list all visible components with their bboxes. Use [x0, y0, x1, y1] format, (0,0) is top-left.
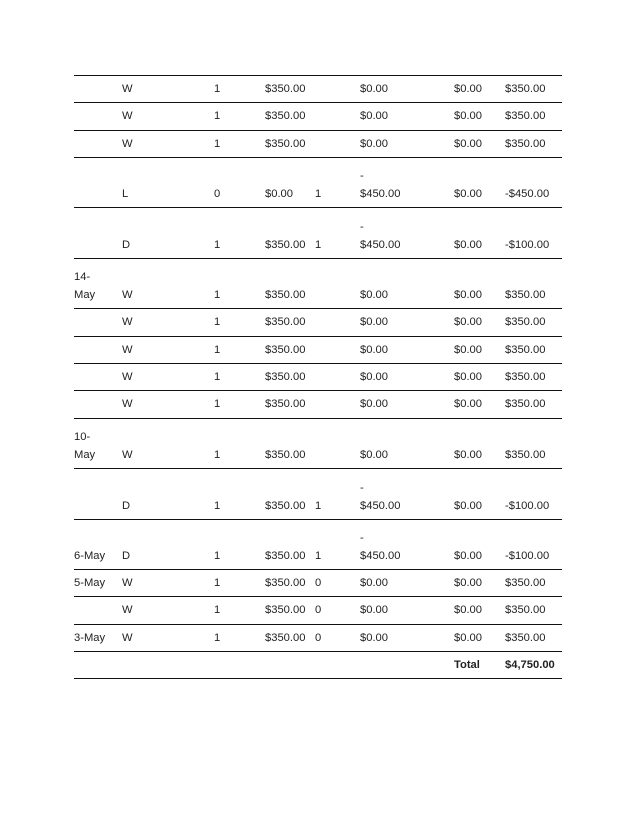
result-cell: W	[122, 336, 214, 363]
total-spacer	[122, 651, 214, 678]
loss-amount-cell: $0.00	[360, 309, 454, 336]
net-cell-value: -$100.00	[505, 550, 550, 563]
result-cell	[122, 519, 214, 570]
cell-spacer	[214, 428, 265, 446]
table-row	[74, 130, 562, 157]
date-cell	[74, 597, 122, 624]
push-cell: $0.00	[454, 391, 505, 418]
net-cell: $350.00	[505, 363, 562, 390]
result-cell: W	[122, 597, 214, 624]
cell-spacer	[505, 268, 562, 286]
net-cell-value: -$450.00	[505, 188, 550, 201]
push-cell: $0.00	[454, 597, 505, 624]
date-cell: 3-May	[74, 624, 122, 651]
date-cell	[74, 418, 122, 469]
table-row	[74, 258, 562, 309]
win-amount-cell	[265, 418, 315, 469]
table-row	[74, 336, 562, 363]
units-cell	[214, 258, 265, 309]
total-spacer	[74, 651, 122, 678]
push-cell: $0.00	[454, 624, 505, 651]
cell-spacer	[265, 167, 315, 185]
win-amount-cell-value: $350.00	[265, 550, 306, 563]
units-cell-value: 1	[214, 238, 221, 251]
flag-cell	[315, 258, 360, 309]
result-cell-value: D	[122, 550, 131, 563]
cell-spacer	[122, 479, 214, 497]
total-spacer	[360, 651, 454, 678]
cell-spacer	[214, 167, 265, 185]
flag-cell	[315, 519, 360, 570]
cell-spacer	[454, 167, 505, 185]
cell-spacer	[505, 167, 562, 185]
flag-cell	[315, 391, 360, 418]
total-label: Total	[454, 651, 505, 678]
loss-amount-cell: $0.00	[360, 391, 454, 418]
cell-spacer	[122, 428, 214, 446]
table-row	[74, 597, 562, 624]
push-cell-value: $0.00	[454, 238, 482, 251]
net-cell	[505, 157, 562, 208]
win-amount-cell: $350.00	[265, 624, 315, 651]
push-cell	[454, 469, 505, 520]
cell-spacer	[454, 268, 505, 286]
flag-cell	[315, 363, 360, 390]
table-row	[74, 76, 562, 103]
flag-cell	[315, 103, 360, 130]
cell-spacer	[74, 185, 122, 203]
net-cell	[505, 469, 562, 520]
result-cell	[122, 258, 214, 309]
net-cell: $350.00	[505, 570, 562, 597]
units-cell: 1	[214, 597, 265, 624]
loss-amount-cell: $0.00	[360, 624, 454, 651]
units-cell	[214, 469, 265, 520]
loss-amount-cell: $0.00	[360, 103, 454, 130]
push-cell: $0.00	[454, 570, 505, 597]
push-cell-value: $0.00	[454, 499, 482, 512]
push-cell: $0.00	[454, 363, 505, 390]
push-cell	[454, 258, 505, 309]
flag-cell	[315, 418, 360, 469]
units-cell-value: 0	[214, 188, 221, 201]
net-cell: $350.00	[505, 130, 562, 157]
units-cell-value: 1	[214, 499, 221, 512]
loss-amount-cell-value: $450.00	[360, 550, 401, 563]
net-cell	[505, 208, 562, 259]
net-cell-value: $350.00	[505, 449, 546, 462]
date-cell: 5-May	[74, 570, 122, 597]
cell-spacer	[214, 268, 265, 286]
flag-cell	[315, 157, 360, 208]
cell-spacer	[122, 529, 214, 547]
units-cell-value: 1	[214, 449, 221, 462]
cell-spacer	[265, 529, 315, 547]
cell-spacer	[315, 167, 360, 185]
loss-amount-cell	[360, 258, 454, 309]
cell-spacer	[505, 218, 562, 236]
result-cell	[122, 418, 214, 469]
date-cell	[74, 157, 122, 208]
total-spacer	[315, 651, 360, 678]
units-cell: 1	[214, 570, 265, 597]
result-cell: W	[122, 624, 214, 651]
flag-cell: 0	[315, 624, 360, 651]
loss-amount-cell	[360, 469, 454, 520]
net-cell: $350.00	[505, 103, 562, 130]
flag-cell	[315, 130, 360, 157]
cell-spacer	[505, 428, 562, 446]
cell-spacer	[214, 479, 265, 497]
flag-cell	[315, 208, 360, 259]
push-cell	[454, 519, 505, 570]
win-amount-cell-value: $350.00	[265, 238, 306, 251]
cell-spacer	[505, 529, 562, 547]
date-cell	[74, 208, 122, 259]
result-cell: W	[122, 363, 214, 390]
units-cell-value: 1	[214, 289, 221, 302]
units-cell-value: 1	[214, 550, 221, 563]
result-cell	[122, 208, 214, 259]
net-cell: $350.00	[505, 336, 562, 363]
loss-amount-cell-value: $450.00	[360, 499, 401, 512]
result-cell-value: L	[122, 188, 129, 201]
cell-spacer	[315, 479, 360, 497]
total-spacer	[214, 651, 265, 678]
push-cell-value: $0.00	[454, 449, 482, 462]
result-cell-value: W	[122, 449, 133, 462]
win-amount-cell: $350.00	[265, 309, 315, 336]
cell-spacer	[265, 428, 315, 446]
cell-spacer	[122, 218, 214, 236]
win-amount-cell: $350.00	[265, 363, 315, 390]
date-cell	[74, 336, 122, 363]
table-row	[74, 469, 562, 520]
push-cell-value: $0.00	[454, 289, 482, 302]
flag-cell-value: 1	[315, 188, 322, 201]
units-cell: 1	[214, 363, 265, 390]
net-cell-value: -$100.00	[505, 499, 550, 512]
loss-sign: -	[360, 532, 364, 545]
cell-spacer	[360, 268, 454, 286]
result-cell-value: D	[122, 499, 131, 512]
win-amount-cell: $350.00	[265, 103, 315, 130]
result-cell: W	[122, 309, 214, 336]
result-cell: W	[122, 76, 214, 103]
loss-amount-cell-value: $0.00	[360, 449, 388, 462]
loss-amount-cell	[360, 157, 454, 208]
win-amount-cell: $350.00	[265, 597, 315, 624]
units-cell: 1	[214, 309, 265, 336]
units-cell: 1	[214, 336, 265, 363]
cell-spacer	[454, 479, 505, 497]
cell-spacer	[122, 268, 214, 286]
result-cell	[122, 469, 214, 520]
units-cell	[214, 157, 265, 208]
net-cell: $350.00	[505, 597, 562, 624]
table-row	[74, 624, 562, 651]
table-row	[74, 103, 562, 130]
table-row	[74, 309, 562, 336]
loss-amount-cell	[360, 519, 454, 570]
date-cell	[74, 519, 122, 570]
push-cell: $0.00	[454, 130, 505, 157]
cell-spacer	[74, 529, 122, 547]
win-amount-cell-value: $350.00	[265, 499, 306, 512]
push-cell-value: $0.00	[454, 550, 482, 563]
result-cell-value: D	[122, 238, 131, 251]
flag-cell	[315, 336, 360, 363]
cell-spacer	[74, 236, 122, 254]
loss-amount-cell	[360, 208, 454, 259]
flag-cell	[315, 76, 360, 103]
push-cell-value: $0.00	[454, 188, 482, 201]
table-row	[74, 157, 562, 208]
loss-amount-cell-value: $450.00	[360, 238, 401, 251]
total-value: $4,750.00	[505, 651, 562, 678]
ledger-table	[74, 75, 562, 679]
table-row	[74, 418, 562, 469]
total-spacer	[265, 651, 315, 678]
units-cell	[214, 418, 265, 469]
units-cell: 1	[214, 391, 265, 418]
flag-cell-value: 1	[315, 499, 322, 512]
loss-amount-cell-value: $450.00	[360, 188, 401, 201]
win-amount-cell: $350.00	[265, 76, 315, 103]
net-cell: $350.00	[505, 391, 562, 418]
win-amount-cell	[265, 519, 315, 570]
cell-spacer	[214, 529, 265, 547]
win-amount-cell: $350.00	[265, 336, 315, 363]
loss-amount-cell: $0.00	[360, 336, 454, 363]
win-amount-cell: $350.00	[265, 570, 315, 597]
result-cell: W	[122, 130, 214, 157]
cell-spacer	[265, 268, 315, 286]
result-cell	[122, 157, 214, 208]
loss-amount-cell: $0.00	[360, 363, 454, 390]
cell-spacer	[505, 479, 562, 497]
cell-spacer	[454, 428, 505, 446]
units-cell: 1	[214, 624, 265, 651]
units-cell: 1	[214, 130, 265, 157]
win-amount-cell	[265, 208, 315, 259]
flag-cell-value: 1	[315, 550, 322, 563]
units-cell	[214, 519, 265, 570]
units-cell	[214, 208, 265, 259]
push-cell: $0.00	[454, 103, 505, 130]
table-row	[74, 519, 562, 570]
flag-cell-value: 1	[315, 238, 322, 251]
push-cell	[454, 208, 505, 259]
cell-spacer	[360, 428, 454, 446]
table-row	[74, 208, 562, 259]
flag-cell: 0	[315, 570, 360, 597]
result-cell: W	[122, 570, 214, 597]
date-cell-value: May	[74, 449, 96, 462]
result-cell: W	[122, 103, 214, 130]
win-amount-cell	[265, 157, 315, 208]
net-cell	[505, 519, 562, 570]
date-cell	[74, 258, 122, 309]
total-row	[74, 651, 562, 678]
win-amount-cell: $350.00	[265, 391, 315, 418]
win-amount-cell: $350.00	[265, 130, 315, 157]
net-cell: $350.00	[505, 76, 562, 103]
flag-cell	[315, 469, 360, 520]
push-cell: $0.00	[454, 76, 505, 103]
net-cell-value: -$100.00	[505, 238, 550, 251]
units-cell: 1	[214, 103, 265, 130]
date-cell	[74, 391, 122, 418]
table-row	[74, 570, 562, 597]
flag-cell: 0	[315, 597, 360, 624]
date-cell-value: 6-May	[74, 550, 106, 563]
net-cell: $350.00	[505, 624, 562, 651]
push-cell	[454, 418, 505, 469]
loss-sign: -	[360, 170, 364, 183]
result-cell-value: W	[122, 289, 133, 302]
loss-amount-cell-value: $0.00	[360, 289, 388, 302]
date-cell	[74, 103, 122, 130]
push-cell	[454, 157, 505, 208]
date-prefix: 14-	[74, 271, 91, 284]
cell-spacer	[454, 529, 505, 547]
units-cell: 1	[214, 76, 265, 103]
cell-spacer	[454, 218, 505, 236]
date-cell	[74, 309, 122, 336]
cell-spacer	[315, 446, 360, 464]
date-cell	[74, 76, 122, 103]
win-amount-cell	[265, 469, 315, 520]
push-cell: $0.00	[454, 336, 505, 363]
loss-amount-cell	[360, 418, 454, 469]
date-cell	[74, 130, 122, 157]
cell-spacer	[265, 218, 315, 236]
net-cell	[505, 418, 562, 469]
table-row	[74, 391, 562, 418]
loss-sign: -	[360, 220, 364, 233]
cell-spacer	[315, 286, 360, 304]
win-amount-cell	[265, 258, 315, 309]
loss-amount-cell: $0.00	[360, 130, 454, 157]
date-prefix: 10-	[74, 431, 91, 444]
cell-spacer	[315, 529, 360, 547]
loss-amount-cell: $0.00	[360, 76, 454, 103]
net-cell-value: $350.00	[505, 289, 546, 302]
cell-spacer	[315, 218, 360, 236]
push-cell: $0.00	[454, 309, 505, 336]
loss-amount-cell: $0.00	[360, 570, 454, 597]
win-amount-cell-value: $350.00	[265, 449, 306, 462]
cell-spacer	[74, 497, 122, 515]
win-amount-cell-value: $0.00	[265, 188, 293, 201]
cell-spacer	[122, 167, 214, 185]
loss-amount-cell: $0.00	[360, 597, 454, 624]
table-row	[74, 363, 562, 390]
net-cell	[505, 258, 562, 309]
cell-spacer	[214, 218, 265, 236]
loss-sign: -	[360, 481, 364, 494]
ledger-body	[74, 76, 562, 652]
net-cell: $350.00	[505, 309, 562, 336]
date-cell	[74, 469, 122, 520]
win-amount-cell-value: $350.00	[265, 289, 306, 302]
date-cell-value: May	[74, 289, 96, 302]
flag-cell	[315, 309, 360, 336]
cell-spacer	[265, 479, 315, 497]
result-cell: W	[122, 391, 214, 418]
date-cell	[74, 363, 122, 390]
